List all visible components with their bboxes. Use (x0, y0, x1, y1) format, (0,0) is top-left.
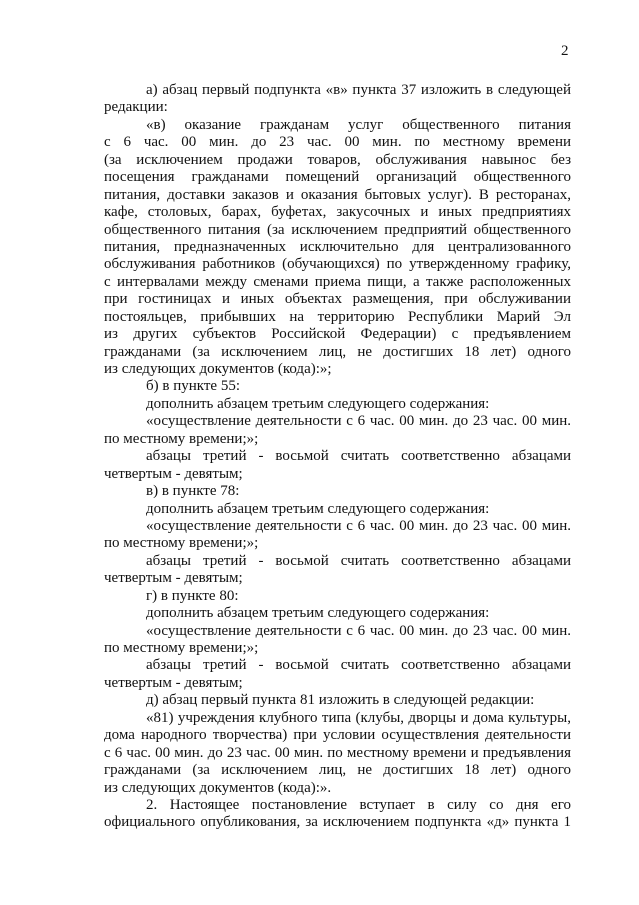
text-line: с интервалами между сменами приема пищи, а также расположенных (104, 273, 571, 290)
text-line: б) в пункте 55: (146, 378, 240, 395)
text-line: четвертым - девятым; (104, 570, 243, 587)
text-line: дома народного творчества) при условии осуществления деятельности (104, 727, 571, 744)
paragraph (104, 553, 571, 588)
text-line: из других субъектов Российской Федерации) с предъявлением (104, 326, 571, 343)
paragraph (104, 657, 571, 692)
text-line: абзацы третий - восьмой считать соответственно абзацами (146, 657, 571, 674)
document-body (104, 82, 571, 832)
paragraph (104, 501, 571, 518)
text-line: дополнить абзацем третьим следующего содержания: (146, 605, 490, 622)
text-line: дополнить абзацем третьим следующего содержания: (146, 500, 490, 517)
text-line: «осуществление деятельности с 6 час. 00 мин. до 23 час. 00 мин. (146, 622, 571, 639)
text-line: общественного питания (за исключением предприятий общественного (104, 221, 571, 238)
text-line: 2. Настоящее постановление вступает в силу со дня его (146, 796, 571, 813)
text-line: гражданами (за исключением лиц, не достигших 18 лет) одного (104, 343, 571, 360)
paragraph (104, 710, 571, 797)
text-line: по местному времени;»; (104, 640, 259, 656)
paragraph (104, 518, 571, 553)
text-line: официального опубликования, за исключением подпункта «д» пункта 1 (104, 814, 571, 831)
text-line: (за исключением продажи товаров, обслуживания навынос без (104, 151, 571, 168)
text-line: д) абзац первый пункта 81 изложить в следующей редакции: (146, 692, 535, 709)
text-line: постояльцев, прибывших на территорию Республики Марий Эл (104, 308, 571, 325)
paragraph (104, 378, 571, 395)
text-line: из следующих документов (кода):»; (104, 361, 332, 377)
text-line: «81) учреждения клубного типа (клубы, дворцы и дома культуры, (146, 709, 571, 726)
text-line: в) в пункте 78: (146, 483, 240, 500)
paragraph (104, 623, 571, 658)
text-line: гражданами (за исключением лиц, не достигших 18 лет) одного (104, 762, 571, 779)
paragraph (104, 413, 571, 448)
paragraph (104, 797, 571, 832)
text-line: г) в пункте 80: (146, 587, 239, 604)
text-line: четвертым - девятым; (104, 674, 243, 691)
text-line: по местному времени;»; (104, 535, 259, 552)
paragraph (104, 82, 571, 117)
text-line: редакции: (104, 99, 168, 116)
text-line: «осуществление деятельности с 6 час. 00 мин. до 23 час. 00 мин. (146, 413, 571, 430)
text-line: при гостиницах и иных объектах размещения, при обслуживании (104, 291, 571, 308)
text-line: абзацы третий - восьмой считать соответственно абзацами (146, 448, 571, 465)
text-line: «осуществление деятельности с 6 час. 00 мин. до 23 час. 00 мин. (146, 517, 571, 534)
paragraph (104, 117, 571, 379)
text-line: из следующих документов (кода):». (104, 779, 332, 796)
text-line: дополнить абзацем третьим следующего содержания: (146, 395, 490, 412)
paragraph (104, 448, 571, 483)
page-number: 2 (561, 43, 569, 59)
text-line: абзацы третий - восьмой считать соответственно абзацами (146, 552, 571, 569)
text-line: по местному времени;»; (104, 430, 259, 447)
paragraph (104, 692, 571, 709)
paragraph (104, 483, 571, 500)
text-line: с 6 час. 00 мин. до 23 час. 00 мин. по местному времени и предъявления (104, 744, 571, 761)
text-line: обслуживания работников (обучающихся) по утвержденному графику, (104, 256, 571, 273)
text-line: питания, предназначенных исключительно для централизованного (104, 238, 571, 255)
paragraph (104, 396, 571, 413)
text-line: с 6 час. 00 мин. до 23 час. 00 мин. по местному времени (104, 134, 571, 151)
text-line: «в) оказание гражданам услуг общественного питания (146, 116, 571, 133)
paragraph (104, 605, 571, 622)
text-line: посещения гражданами помещений организаций общественного (104, 169, 571, 186)
text-line: четвертым - девятым; (104, 465, 243, 482)
text-line: а) абзац первый подпункта «в» пункта 37 изложить в следующей (146, 82, 571, 98)
text-line: питания, доставки заказов и оказания бытовых услуг). В ресторанах, (104, 186, 571, 203)
paragraph (104, 588, 571, 605)
text-line: кафе, столовых, барах, буфетах, закусочных и иных предприятиях (104, 204, 571, 221)
